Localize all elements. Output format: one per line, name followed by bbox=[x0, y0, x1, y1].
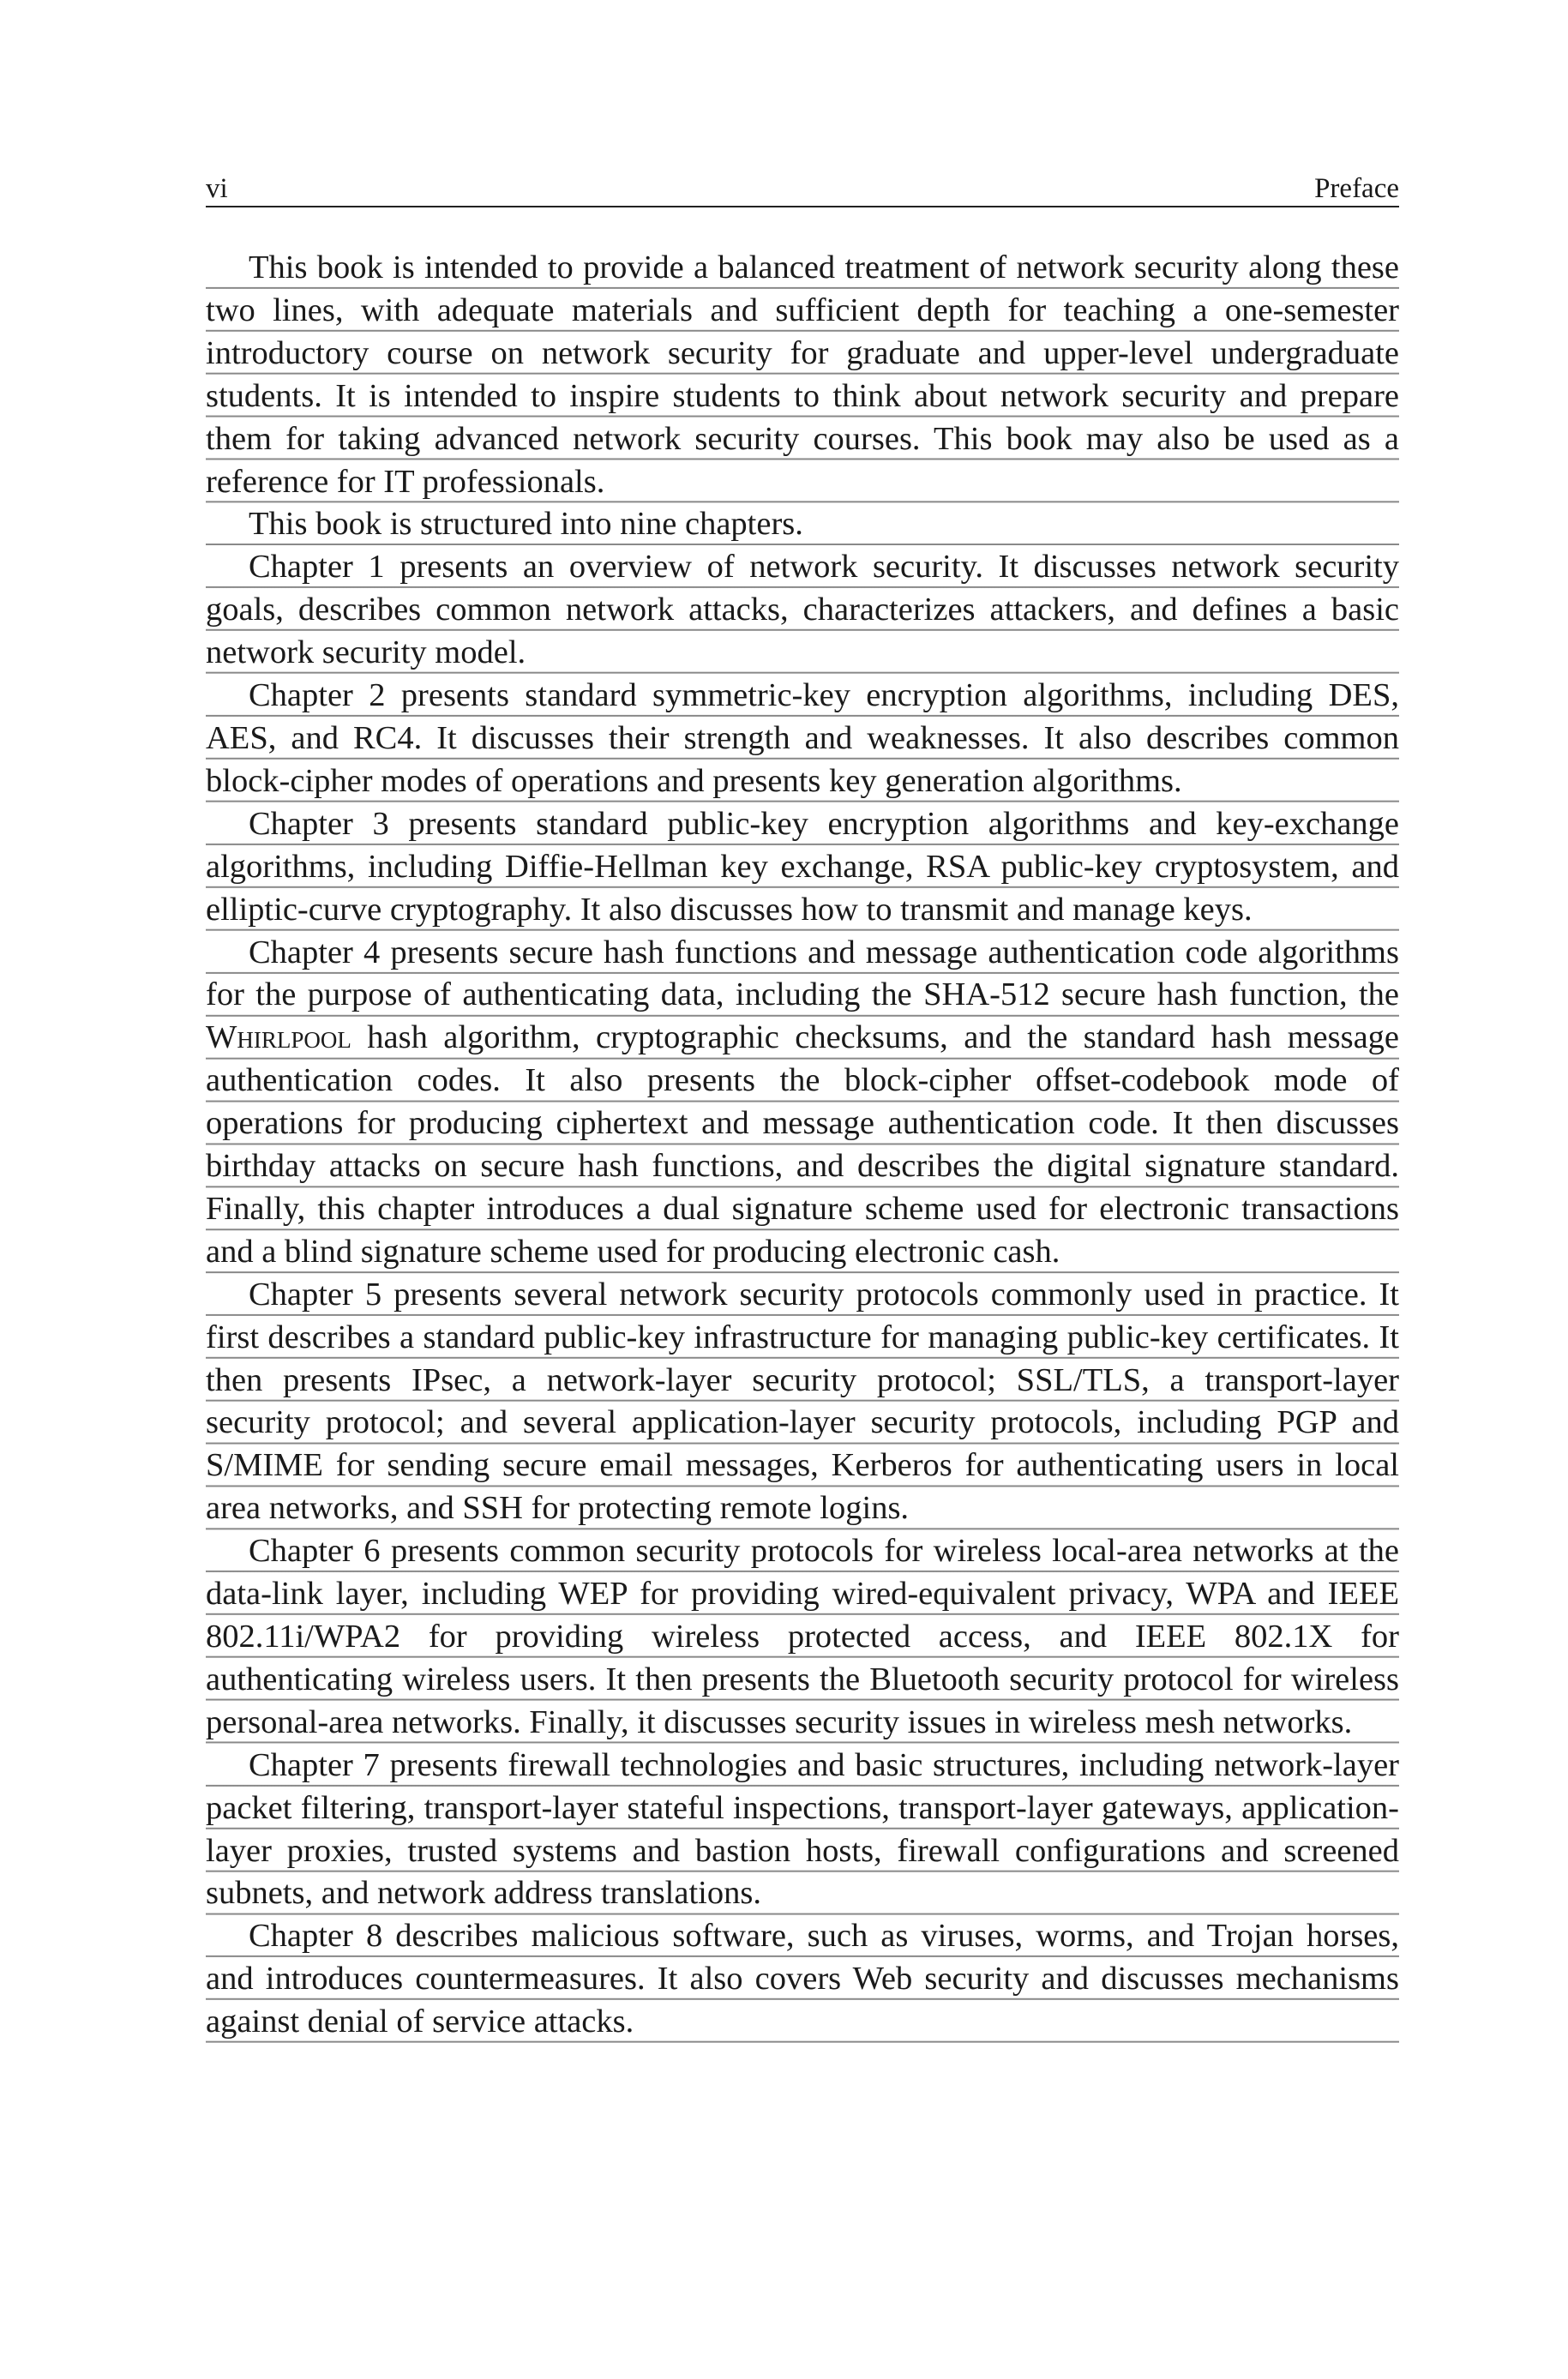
chapter-4-text-after: hash algorithm, cryptographic checksums, and the standard hash message authentication codes. It also presents the block-cipher offset-codebook mode of operations for producing ciphertext and message authentication code. It then discusses birthday attacks on secure hash functions, and describes the digital signature standard. Finally, this chapter introduces a dual signature scheme used for electronic transactions and a blind signature scheme used for producing electronic cash. bbox=[206, 1019, 1399, 1270]
running-header bbox=[206, 171, 1399, 207]
running-title: Preface bbox=[1314, 173, 1399, 204]
page-number: vi bbox=[206, 173, 228, 204]
paragraph-chapter-2: Chapter 2 presents standard symmetric-key encryption algorithms, including DES, AES, and RC4. It discusses their strength and weaknesses. It also describes common block-cipher modes of operations and presents key generation algorithms. bbox=[206, 675, 1399, 803]
paragraph-chapter-8: Chapter 8 describes malicious software, such as viruses, worms, and Trojan horses, and introduces countermeasures. It also covers Web security and discusses mechanisms against denial of service attacks. bbox=[206, 1915, 1399, 2044]
paragraph-chapter-5: Chapter 5 presents several network security protocols commonly used in practice. It first describes a standard public-key infrastructure for managing public-key certificates. It then presents IPsec, a network-layer security protocol; SSL/TLS, a transport-layer security protocol; and several application-layer security protocols, including PGP and S/MIME for sending secure email messages, Kerberos for authenticating users in local area networks, and SSH for protecting remote logins. bbox=[206, 1274, 1399, 1530]
paragraph-intent: This book is intended to provide a balanced treatment of network security along these two lines, with adequate materials and sufficient depth for teaching a one-semester introductory course on network security for graduate and upper-level undergraduate students. It is intended to inspire students to think about network security and prepare them for taking advanced network security courses. This book may also be used as a reference for IT professionals. bbox=[206, 247, 1399, 503]
chapter-4-text-before: Chapter 4 presents secure hash functions and message authentication code algorithms for the purpose of authenticating data, including the SHA-512 secure hash function, the bbox=[206, 934, 1399, 1013]
paragraph-chapter-1: Chapter 1 presents an overview of network security. It discusses network security goals, describes common network attacks, characterizes attackers, and defines a basic network security model. bbox=[206, 546, 1399, 675]
paragraph-chapter-7: Chapter 7 presents firewall technologies and basic structures, including network-layer packet filtering, transport-layer stateful inspections, transport-layer gateways, application-layer proxies, trusted systems and bastion hosts, firewall configurations and screened subnets, and network address translations. bbox=[206, 1745, 1399, 1916]
paragraph-structure: This book is structured into nine chapters. bbox=[206, 503, 1399, 546]
paragraph-chapter-6: Chapter 6 presents common security protocols for wireless local-area networks at the data-link layer, including WEP for providing wired-equivalent privacy, WPA and IEEE 802.11i/WPA2 for providing wireless protected access, and IEEE 802.1X for authenticating wireless users. It then presents the Bluetooth security protocol for wireless personal-area networks. Finally, it discusses security issues in wireless mesh networks. bbox=[206, 1530, 1399, 1745]
paragraph-chapter-4 bbox=[206, 932, 1399, 1274]
preface-body bbox=[206, 247, 1399, 2044]
paragraph-chapter-3: Chapter 3 presents standard public-key encryption algorithms and key-exchange algorithms, including Diffie-Hellman key exchange, RSA public-key cryptosystem, and elliptic-curve cryptography. It also discusses how to transmit and manage keys. bbox=[206, 803, 1399, 932]
whirlpool-smallcaps: Whirlpool bbox=[206, 1019, 351, 1056]
